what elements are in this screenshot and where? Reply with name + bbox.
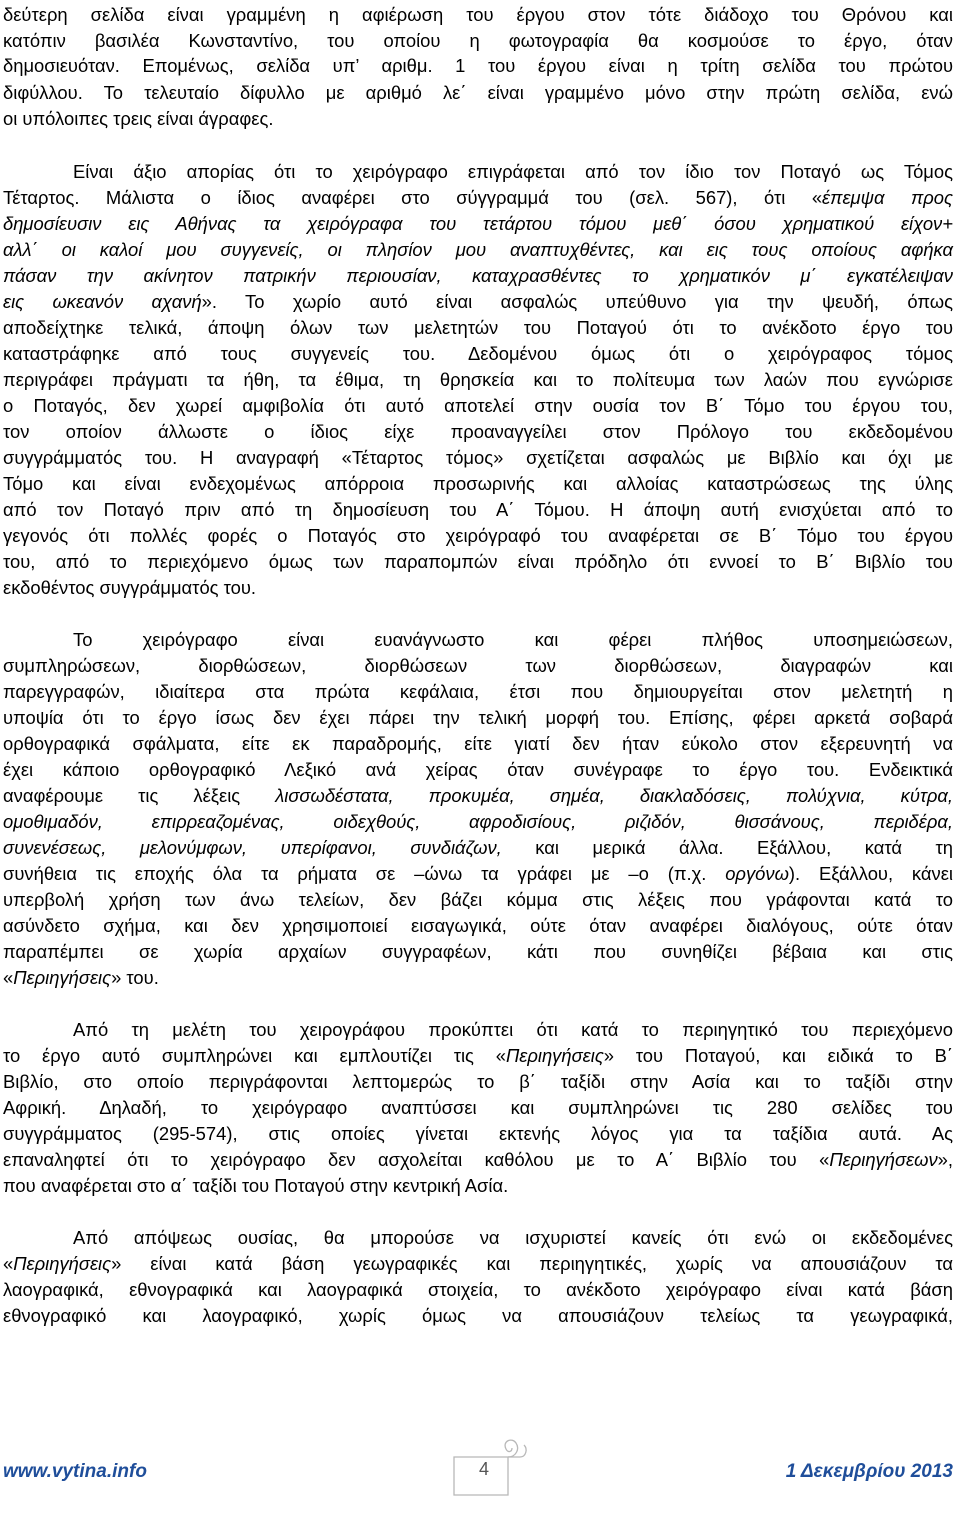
italic-text-run: έπεμψα προς bbox=[822, 187, 953, 208]
text-run: ορθογραφικά σφάλματα, είτε εκ παραδρομής, είτε γιατί δεν ήταν εύκολο στον εξερευνητή να bbox=[3, 733, 953, 754]
text-line bbox=[3, 810, 953, 834]
text-run: εκδοθέντος συγγράμματός του. bbox=[3, 577, 257, 598]
text-run: ). Εξάλλου, κάνει bbox=[788, 863, 953, 884]
italic-text-run: Περιηγήσεις bbox=[13, 967, 112, 988]
text-line bbox=[3, 576, 953, 600]
italic-text-run: Περιηγήσεις bbox=[505, 1045, 604, 1066]
italic-text-run: εις ωκεανόν αχανή bbox=[3, 291, 202, 312]
text-line bbox=[3, 81, 953, 105]
page-number-scroll-ornament bbox=[446, 1435, 532, 1499]
text-run: συγγράμματός του. Η αναγραφή «Τέταρτος τόμος» σχετίζεται ασφαλώς με Βιβλίο και όχι με bbox=[3, 447, 953, 468]
text-line bbox=[3, 1070, 953, 1094]
text-run: διφύλλου. Το τελευταίο δίφυλλο με αριθμό λε΄ είναι γραμμένο μόνο στην πρώτη σελίδα, ενώ bbox=[3, 82, 953, 103]
text-line bbox=[3, 316, 953, 340]
text-run: Τέταρτος. Μάλιστα ο ίδιος αναφέρει στο σύγγραμμά του (σελ. 567), ότι « bbox=[3, 187, 823, 208]
text-line bbox=[3, 706, 953, 730]
text-run: » είναι κατά βάση γεωγραφικές και περιηγητικές, χωρίς να απουσιάζουν τα bbox=[111, 1253, 953, 1274]
text-run: κατόπιν βασιλέα Κωνσταντίνο, του οποίου η φωτογραφία θα κοσμούσε το έργο, όταν bbox=[3, 30, 953, 51]
italic-text-run: πάσαν την ακίνητον πατρικήν περιουσίαν, καταχρασθέντες το χρηματικόν μ΄ εγκατέλειψαν bbox=[3, 265, 953, 286]
text-run: παρεγγραφών, ιδιαίτερα στα πρώτα κεφάλαια, έτσι που δημιουργείται στον μελετητή η bbox=[3, 681, 953, 702]
text-run: Βιβλίο, στο οποίο περιγράφονται λεπτομερώς το β΄ ταξίδι στην Ασία και το ταξίδι στην bbox=[3, 1071, 953, 1092]
text-run: υπερβολή χρήση των άνω τελείων, δεν βάζει κόμμα στις λέξεις που γράφονται κατά το bbox=[3, 889, 953, 910]
italic-text-run: αλλ΄ οι καλοί μου συγγενείς, οι πλησίον μου αναπτυχθέντες, και εις τους οποίους αφήκα bbox=[3, 239, 953, 260]
text-run: Από απόψεως ουσίας, θα μπορούσε να ισχυριστεί κανείς ότι ενώ οι εκδεδομένες bbox=[73, 1227, 953, 1248]
text-run: δημοσιευόταν. Επομένως, σελίδα υπ’ αριθμ. 1 του έργου είναι η τρίτη σελίδα του πρώτου bbox=[3, 55, 953, 76]
text-run: υποψία ότι το έργο ίσως δεν έχει πάρει την τελική μορφή του. Επίσης, φέρει αρκετά σοβαρά bbox=[3, 707, 953, 728]
text-line bbox=[3, 472, 953, 496]
text-line bbox=[3, 446, 953, 470]
text-run: του, από το περιεχόμενο όμως των παραπομπών είναι πρόδηλο ότι εννοεί το Β΄ Βιβλίο του bbox=[3, 551, 953, 572]
text-run: έχει κάποιο ορθογραφικό Λεξικό ανά χείρας όταν συνέγραφε το έργο του. Ενδεικτικά bbox=[3, 759, 953, 780]
text-run: » του. bbox=[111, 967, 159, 988]
text-line bbox=[3, 654, 953, 678]
italic-text-run: ομοθιμαδόν, επιρρεαζομένας, οιδεχθούς, αφροδισίους, ριζιδόν, θισσάνους, περιδέρα, bbox=[3, 811, 953, 832]
text-run: γεγονός ότι πολλές φορές ο Ποταγός στο χειρόγραφό του αναφέρεται σε Β΄ Τόμο του έργου bbox=[3, 525, 953, 546]
text-run: συγγράμματος (295-574), στις οποίες γίνεται εκτενής λόγος για τα ταξίδια αυτά. Ας bbox=[3, 1123, 953, 1144]
text-run: Είναι άξιο απορίας ότι το χειρόγραφο επιγράφεται από τον ίδιο τον Ποταγό ως Τόμος bbox=[73, 161, 953, 182]
text-line bbox=[3, 264, 953, 288]
italic-text-run: λισσωδέστατα, προκυμέα, σημέα, διακλαδόσεις, πολύχνια, κύτρα, bbox=[275, 785, 954, 806]
text-line bbox=[3, 550, 953, 574]
text-run: », bbox=[937, 1149, 953, 1170]
italic-text-run: δημοσίευσιν εις Αθήνας τα χειρόγραφα του τετάρτου τόμου μεθ΄ όσου χρηματικού είχον+ bbox=[3, 213, 953, 234]
text-run: αναφέρουμε τις λέξεις bbox=[3, 785, 276, 806]
text-line bbox=[3, 914, 953, 938]
text-run: Τόμο και είναι ενδεχομένως απόρροια προσωρινής και αλλοίας καταστρώσεως της ύλης bbox=[3, 473, 953, 494]
text-line bbox=[3, 368, 953, 392]
text-run: τον οποίον άλλωστε ο ίδιος είχε προαναγγείλει στον Πρόλογο του εκδεδομένου bbox=[3, 421, 953, 442]
text-line bbox=[3, 1252, 953, 1276]
text-run: « bbox=[3, 967, 14, 988]
text-line bbox=[3, 107, 953, 131]
text-line bbox=[3, 342, 953, 366]
text-line bbox=[3, 966, 953, 990]
text-run: οι υπόλοιπες τρεις είναι άγραφες. bbox=[3, 108, 274, 129]
text-run: που αναφέρεται στο α΄ ταξίδι του Ποταγού στην κεντρική Ασία. bbox=[3, 1175, 509, 1196]
text-run: συμπληρώσεων, διορθώσεων, διορθώσεων των διορθώσεων, διαγραφών και bbox=[3, 655, 953, 676]
text-line bbox=[3, 3, 953, 27]
italic-text-run: Περιηγήσεις bbox=[13, 1253, 112, 1274]
text-line bbox=[3, 1226, 953, 1250]
text-line bbox=[3, 940, 953, 964]
text-line bbox=[3, 54, 953, 78]
text-run: παραπέμπει σε χωρία αρχαίων συγγραφέων, κάτι που συνηθίζει βέβαια και στις bbox=[3, 941, 953, 962]
text-line bbox=[3, 836, 953, 860]
text-run: ασύνδετο σχήμα, και δεν χρησιμοποιεί εισαγωγικά, ούτε όταν αναφέρει διαλόγους, ούτε όταν bbox=[3, 915, 953, 936]
text-line bbox=[3, 160, 953, 184]
text-line bbox=[3, 420, 953, 444]
text-run: περιγράφει πράγματι τα ήθη, τα έθιμα, τη θρησκεία και το πολίτευμα των λαών που εγνώρισε bbox=[3, 369, 953, 390]
text-line bbox=[3, 1044, 953, 1068]
text-line bbox=[3, 1278, 953, 1302]
text-run: συνήθεια τις εποχής όλα τα ρήματα σε –ώνω τα γράφει με –ο (π.χ. bbox=[3, 863, 726, 884]
text-run: Αφρική. Δηλαδή, το χειρόγραφο αναπτύσσει και συμπληρώνει τις 280 σελίδες του bbox=[3, 1097, 953, 1118]
text-run: το έργο αυτό συμπληρώνει και εμπλουτίζει τις « bbox=[3, 1045, 506, 1066]
text-run: ». Το χωρίο αυτό είναι ασφαλώς υπεύθυνο για την ψευδή, όπως bbox=[201, 291, 953, 312]
text-run: ο Ποταγός, δεν χωρεί αμφιβολία ότι αυτό αποτελεί στην ουσία τον Β΄ Τόμο του έργου του, bbox=[3, 395, 953, 416]
italic-text-run: συνενέσεως, μελονύμφων, υπερίφανοι, συνδιάζων, bbox=[3, 837, 502, 858]
text-line bbox=[3, 1148, 953, 1172]
text-line bbox=[3, 29, 953, 53]
footer-date: 1 Δεκεμβρίου 2013 bbox=[785, 1461, 953, 1482]
text-line bbox=[3, 628, 953, 652]
text-line bbox=[3, 394, 953, 418]
text-line bbox=[3, 290, 953, 314]
italic-text-run: Περιηγήσεων bbox=[829, 1149, 938, 1170]
text-run: δεύτερη σελίδα είναι γραμμένη η αφιέρωση του έργου στον τότε διάδοχο του Θρόνου και bbox=[3, 4, 953, 25]
text-line bbox=[3, 732, 953, 756]
text-run: καταστράφηκε από τους συγγενείς του. Δεδομένου όμως ότι ο χειρόγραφος τόμος bbox=[3, 343, 953, 364]
italic-text-run: οργόνω bbox=[725, 863, 789, 884]
text-line bbox=[3, 1096, 953, 1120]
page-number: 4 bbox=[478, 1459, 489, 1479]
text-line bbox=[3, 862, 953, 886]
text-run: λαογραφικά, εθνογραφικά και λαογραφικά στοιχεία, το ανέκδοτο χειρόγραφο είναι κατά βάση bbox=[3, 1279, 953, 1300]
text-line bbox=[3, 888, 953, 912]
text-line bbox=[3, 1304, 953, 1328]
text-line bbox=[3, 1122, 953, 1146]
text-line bbox=[3, 498, 953, 522]
text-run: Το χειρόγραφο είναι ευανάγνωστο και φέρει πλήθος υποσημειώσεων, bbox=[73, 629, 953, 650]
text-line bbox=[3, 186, 953, 210]
text-run: και μερικά άλλα. Εξάλλου, κατά τη bbox=[501, 837, 953, 858]
text-run: Από τη μελέτη του χειρογράφου προκύπτει ότι κατά το περιηγητικό του περιεχόμενο bbox=[73, 1019, 953, 1040]
text-line bbox=[3, 1018, 953, 1042]
text-line bbox=[3, 524, 953, 548]
text-run: « bbox=[3, 1253, 14, 1274]
text-run: αποδείχτηκε τελικά, άποψη όλων των μελετητών του Ποταγού ότι το ανέκδοτο έργο του bbox=[3, 317, 953, 338]
text-line bbox=[3, 238, 953, 262]
text-line bbox=[3, 212, 953, 236]
text-run: » του Ποταγού, και ειδικά το Β΄ bbox=[603, 1045, 953, 1066]
text-run: εθνογραφικό και λαογραφικό, χωρίς όμως να απουσιάζουν τελείως τα γεωγραφικά, bbox=[3, 1305, 953, 1326]
text-line bbox=[3, 680, 953, 704]
page-footer bbox=[0, 1455, 960, 1495]
text-line bbox=[3, 784, 953, 808]
footer-url-link[interactable]: www.vytina.info bbox=[3, 1461, 147, 1482]
text-line bbox=[3, 758, 953, 782]
text-run: από τον Ποταγό πριν από τη δημοσίευση του Α΄ Τόμου. Η άποψη αυτή ενισχύεται από το bbox=[3, 499, 953, 520]
text-line bbox=[3, 1174, 953, 1198]
text-run: επαναληφτεί ότι το χειρόγραφο δεν ασχολείται καθόλου με το Α΄ Βιβλίο του « bbox=[3, 1149, 830, 1170]
